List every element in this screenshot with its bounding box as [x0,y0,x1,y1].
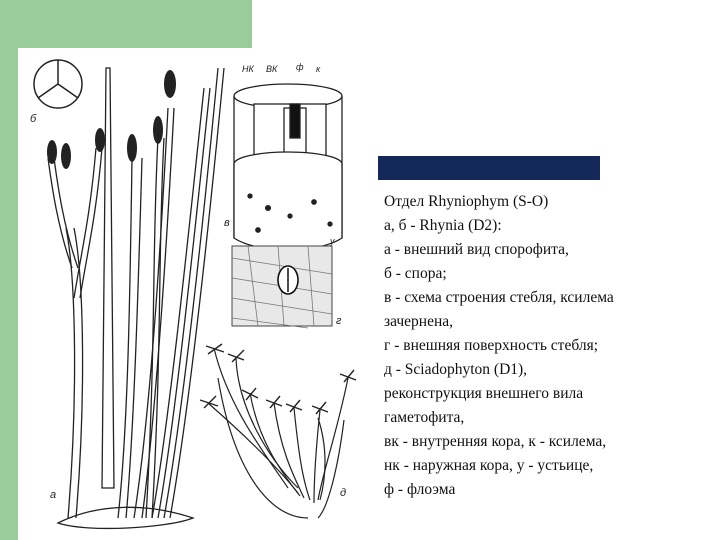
botanical-figure [18,48,380,540]
label-nk: НК [242,64,254,74]
caption-line: в - схема строения стебля, ксилема [384,289,614,306]
label-f: ф [296,62,304,72]
label-g: г [336,315,342,327]
label-d: д [340,487,347,499]
label-a: а [50,489,57,501]
label-b: б [30,113,37,125]
caption-line: зачернена, [384,313,454,330]
stem-surface-drawing [232,246,332,328]
caption-line: нк - наружная кора, у - устьице, [384,457,594,474]
caption-line: Отдел Rhyniophym (S-O) [384,193,549,210]
caption-line: ф - флоэма [384,481,456,498]
caption-line: а - внешний вид спорофита, [384,241,569,258]
caption-line: реконструкция внешнего вила [384,385,584,402]
accent-bar-left [0,0,18,540]
caption-line: вк - внутренняя кора, к - ксилема, [384,433,607,450]
accent-bar-top [0,0,252,48]
caption-line: гаметофита, [384,409,465,426]
label-vk: ВК [266,64,278,74]
figure-drawing [18,48,380,540]
caption-line: г - внешняя поверхность стебля; [384,337,599,354]
label-k: к [316,64,321,74]
label-u: у [330,236,335,246]
stem-section-drawing [234,84,342,250]
caption-line: д - Sciadophyton (D1), [384,361,528,378]
caption-header-bar [378,156,600,180]
gametophyte-drawing [200,344,356,518]
figure-caption [384,190,714,502]
caption-line: б - спора; [384,265,447,282]
caption-line: а, б - Rhynia (D2): [384,217,502,234]
sporophyte-drawing [48,68,224,528]
spore-drawing [34,60,82,108]
label-v: в [224,217,230,229]
